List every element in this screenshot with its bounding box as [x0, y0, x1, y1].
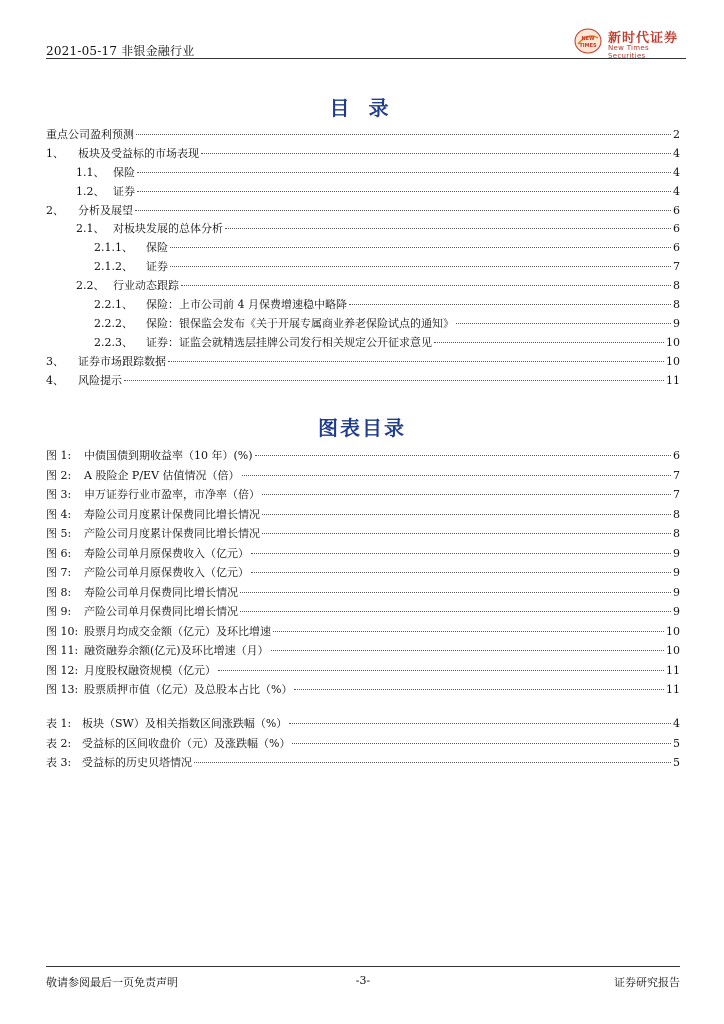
dot-leader: [168, 361, 664, 362]
entry-title: 行业动态跟踪: [113, 279, 179, 293]
entry-page-number: 10: [666, 624, 680, 638]
entry-title: 保险: [146, 241, 168, 255]
entry-number: 图 4:: [46, 507, 72, 521]
svg-text:NEW: NEW: [581, 36, 595, 42]
entry-number: 图 9:: [46, 605, 72, 618]
entry-page-number: 10: [666, 644, 680, 657]
entry-title: 板块及受益标的市场表现: [78, 146, 199, 160]
toc-title: 目 录: [329, 96, 395, 120]
dot-leader: [170, 266, 671, 267]
dot-leader: [181, 285, 671, 286]
entry-title: 风险提示: [78, 373, 122, 387]
dot-leader: [225, 228, 671, 229]
toc-entry[interactable]: [46, 220, 680, 239]
entry-number: 表 2:: [46, 736, 72, 750]
figure-entry[interactable]: [46, 680, 680, 700]
entry-number: 2.2.1、: [94, 298, 133, 312]
entry-title: 月度股权融资规模（亿元）: [84, 663, 216, 677]
entry-title: 股票月均成交金额（亿元）及环比增速: [84, 624, 271, 638]
toc-entry[interactable]: [46, 372, 680, 391]
entry-title: 寿险公司月度累计保费同比增长情况: [84, 507, 260, 521]
dot-leader: [262, 494, 671, 495]
dot-leader: [271, 650, 664, 651]
entry-title: 重点公司盈利预测: [46, 128, 134, 141]
entry-title: 受益标的历史贝塔情况: [82, 756, 192, 769]
logo-badge-icon: [574, 28, 602, 54]
tables-list: [46, 714, 680, 773]
entry-title: 股票质押市值（亿元）及总股本占比（%）: [84, 683, 293, 696]
dot-leader: [273, 631, 664, 632]
entry-number: 2.2.2、: [94, 316, 133, 330]
entry-number: 2.2.3、: [94, 335, 133, 349]
entry-title: 板块（SW）及相关指数区间涨跌幅（%）: [82, 717, 288, 730]
toc-entry[interactable]: [46, 353, 680, 372]
entry-number: 图 7:: [46, 566, 72, 579]
entry-title: 保险：上市公司前 4 月保费增速稳中略降: [146, 298, 347, 312]
entry-title: 分析及展望: [78, 203, 133, 217]
entry-title: 融资融券余额(亿元)及环比增速（月）: [84, 644, 269, 657]
dot-leader: [240, 611, 671, 612]
entry-page-number: 6: [673, 241, 680, 255]
entry-title: 保险：银保监会发布《关于开展专属商业养老保险试点的通知》: [146, 316, 454, 330]
dot-leader: [262, 533, 671, 534]
entry-number: 表 1:: [46, 717, 72, 730]
page-footer: [46, 966, 680, 989]
entry-title: A 股险企 P/EV 估值情况（倍）: [84, 468, 240, 482]
figure-entry[interactable]: [46, 446, 680, 466]
page-number: -3-: [355, 974, 371, 987]
dot-leader: [170, 247, 671, 248]
table-entry[interactable]: [46, 753, 680, 773]
entry-title: 中债国债到期收益率（10 年）(%): [84, 449, 253, 462]
entry-page-number: 4: [673, 717, 680, 730]
figures-list: [46, 446, 680, 700]
entry-page-number: 8: [673, 298, 680, 312]
dot-leader: [251, 553, 671, 554]
footer-divider: [46, 966, 680, 967]
figure-entry[interactable]: [46, 602, 680, 622]
logo-english-name: New Times Securities: [608, 44, 649, 60]
entry-number: 图 5:: [46, 527, 72, 540]
entry-title: 受益标的区间收盘价（元）及涨跌幅（%）: [82, 736, 291, 750]
entry-number: 图 10:: [46, 624, 79, 638]
entry-number: 图 6:: [46, 546, 72, 560]
entry-page-number: 7: [673, 260, 680, 274]
entry-page-number: 8: [673, 527, 680, 540]
toc-entry[interactable]: [46, 258, 680, 277]
svg-text:TIMES: TIMES: [579, 43, 597, 49]
entry-title: 证券市场跟踪数据: [78, 354, 166, 368]
entry-page-number: 6: [673, 222, 680, 236]
dot-leader: [135, 210, 671, 211]
entry-title: 证券：证监会就精选层挂牌公司发行相关规定公开征求意见: [146, 335, 432, 349]
entry-page-number: 4: [673, 184, 680, 198]
figures-list-title: 图表目录: [318, 416, 406, 440]
entry-page-number: 4: [673, 146, 680, 160]
dot-leader: [240, 592, 671, 593]
entry-number: 图 13:: [46, 683, 79, 696]
entry-page-number: 2: [673, 128, 680, 141]
entry-title: 产险公司月度累计保费同比增长情况: [84, 527, 260, 540]
entry-number: 图 2:: [46, 468, 72, 482]
entry-page-number: 8: [673, 279, 680, 293]
entry-number: 2、: [46, 203, 64, 217]
dot-leader: [218, 670, 664, 671]
footer-disclaimer: 敬请参阅最后一页免责声明: [46, 976, 178, 989]
entry-page-number: 9: [673, 316, 680, 330]
figure-entry[interactable]: [46, 485, 680, 505]
dot-leader: [255, 455, 671, 456]
entry-page-number: 7: [673, 488, 680, 501]
toc-entry[interactable]: [46, 315, 680, 334]
entry-title: 对板块发展的总体分析: [113, 222, 223, 236]
figure-entry[interactable]: [46, 505, 680, 525]
dot-leader: [456, 323, 671, 324]
entry-page-number: 11: [666, 373, 680, 387]
header-date-sector: 2021-05-17 非银金融行业: [46, 44, 195, 58]
entry-page-number: 9: [673, 585, 680, 599]
figure-entry[interactable]: [46, 622, 680, 642]
entry-number: 2.1.2、: [94, 260, 133, 274]
entry-page-number: 10: [666, 354, 680, 368]
dot-leader: [289, 723, 671, 724]
toc-entry[interactable]: [46, 202, 680, 221]
toc-entry[interactable]: [46, 183, 680, 202]
entry-page-number: 11: [666, 663, 680, 677]
entry-title: 保险: [113, 165, 135, 179]
entry-number: 1、: [46, 146, 64, 160]
figure-entry[interactable]: [46, 563, 680, 583]
entry-page-number: 5: [673, 756, 680, 769]
entry-page-number: 6: [673, 449, 680, 462]
entry-title: 产险公司单月原保费收入（亿元）: [84, 566, 249, 579]
dot-leader: [292, 743, 671, 744]
dot-leader: [251, 572, 671, 573]
dot-leader: [349, 304, 671, 305]
table-entry[interactable]: [46, 734, 680, 754]
entry-number: 表 3:: [46, 756, 72, 769]
entry-title: 寿险公司单月原保费收入（亿元）: [84, 546, 249, 560]
toc-entry[interactable]: [46, 277, 680, 296]
logo-chinese-name: 新时代证券: [608, 31, 679, 46]
entry-title: 证券: [146, 260, 168, 274]
entry-page-number: 6: [673, 203, 680, 217]
figure-entry[interactable]: [46, 583, 680, 603]
dot-leader: [136, 134, 671, 135]
company-logo: [574, 26, 686, 60]
table-entry[interactable]: [46, 714, 680, 734]
entry-page-number: 9: [673, 566, 680, 579]
entry-page-number: 7: [673, 468, 680, 482]
toc-entry[interactable]: [46, 126, 680, 145]
entry-page-number: 9: [673, 605, 680, 618]
entry-number: 图 1:: [46, 449, 72, 462]
entry-number: 图 12:: [46, 663, 79, 677]
figure-entry[interactable]: [46, 524, 680, 544]
dot-leader: [294, 689, 664, 690]
entry-number: 3、: [46, 354, 64, 368]
dot-leader: [242, 475, 671, 476]
entry-title: 产险公司单月保费同比增长情况: [84, 605, 238, 618]
page-header: [46, 31, 686, 60]
toc-entry[interactable]: [46, 164, 680, 183]
figure-entry[interactable]: [46, 661, 680, 681]
dot-leader: [137, 172, 671, 173]
entry-number: 2.2、: [76, 279, 105, 293]
entry-title: 证券: [113, 184, 135, 198]
dot-leader: [137, 191, 671, 192]
toc-entry[interactable]: [46, 145, 680, 164]
dot-leader: [262, 514, 671, 515]
entry-title: 寿险公司单月保费同比增长情况: [84, 585, 238, 599]
toc-entry[interactable]: [46, 239, 680, 258]
figure-entry[interactable]: [46, 544, 680, 564]
dot-leader: [434, 342, 664, 343]
entry-number: 1.2、: [76, 184, 105, 198]
entry-number: 2.1.1、: [94, 241, 133, 255]
dot-leader: [124, 380, 664, 381]
entry-page-number: 11: [666, 683, 680, 696]
toc-entry[interactable]: [46, 334, 680, 353]
entry-page-number: 4: [673, 165, 680, 179]
header-divider: [46, 58, 686, 59]
figure-entry[interactable]: [46, 466, 680, 486]
figure-entry[interactable]: [46, 641, 680, 661]
entry-number: 图 8:: [46, 585, 72, 599]
table-of-contents: [46, 126, 680, 390]
entry-page-number: 9: [673, 546, 680, 560]
entry-number: 图 3:: [46, 488, 72, 501]
toc-entry[interactable]: [46, 296, 680, 315]
entry-number: 4、: [46, 373, 64, 387]
entry-page-number: 5: [673, 736, 680, 750]
entry-number: 2.1、: [76, 222, 105, 236]
entry-number: 1.1、: [76, 165, 105, 179]
dot-leader: [201, 153, 671, 154]
entry-page-number: 8: [673, 507, 680, 521]
entry-page-number: 10: [666, 335, 680, 349]
entry-number: 图 11:: [46, 644, 79, 657]
dot-leader: [194, 762, 671, 763]
footer-report-type: 证券研究报告: [614, 976, 680, 989]
entry-title: 申万证券行业市盈率，市净率（倍）: [84, 488, 260, 501]
